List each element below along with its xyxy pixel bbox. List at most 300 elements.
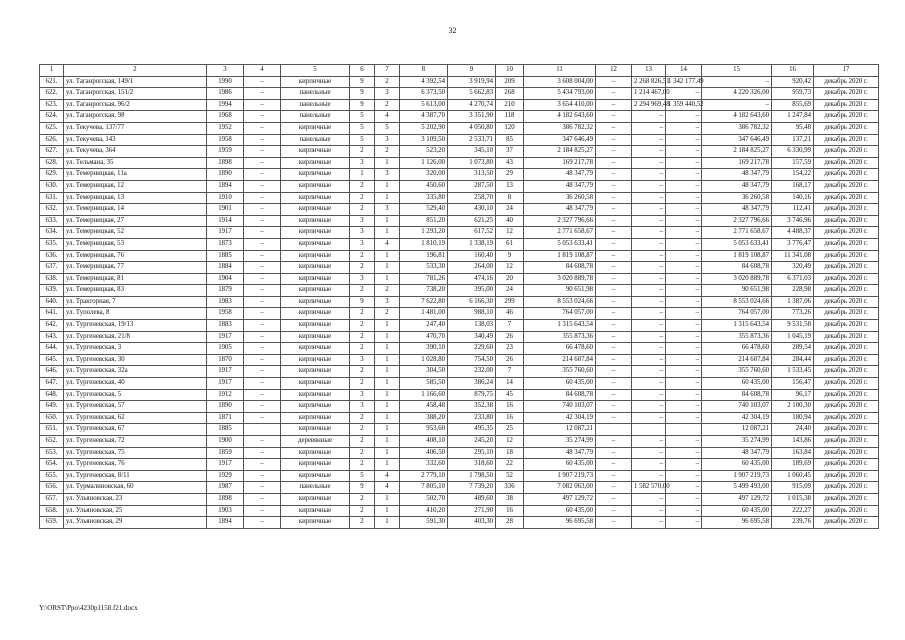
table-cell: 1905 (207, 343, 244, 355)
table-cell: 36 260,58 (524, 192, 596, 204)
table-cell: 740 103,07 (702, 401, 772, 413)
table-cell: 163,84 (772, 447, 814, 459)
table-cell (244, 424, 281, 436)
table-cell: 180,94 (772, 412, 814, 424)
table-cell: – (596, 505, 632, 517)
column-number: 3 (207, 65, 244, 77)
table-cell: – (666, 517, 702, 529)
table-cell: 2 (350, 146, 375, 158)
table-cell: ул. Темерницкая, 27 (64, 215, 207, 227)
table-cell: 90 651,98 (702, 285, 772, 297)
table-cell: 1 (375, 215, 400, 227)
table-cell: – (702, 99, 772, 111)
table-cell: 66 478,60 (702, 343, 772, 355)
table-cell: 118 (496, 111, 524, 123)
table-cell: – (632, 238, 666, 250)
table-row (40, 366, 879, 378)
table-cell: 8 553 024,66 (702, 296, 772, 308)
table-cell: 48 347,79 (702, 169, 772, 181)
table-cell: – (596, 111, 632, 123)
table-row (40, 111, 879, 123)
table-cell: кирпичные (281, 320, 350, 332)
table-cell: – (244, 146, 281, 158)
table-cell: 523,20 (400, 146, 448, 158)
table-cell: 653. (40, 447, 64, 459)
table-cell: 634. (40, 227, 64, 239)
table-cell: 9 (350, 88, 375, 100)
table-cell: 355 760,60 (702, 366, 772, 378)
table-cell: декабрь 2020 г. (814, 99, 879, 111)
table-cell: 112,41 (772, 204, 814, 216)
table-cell: кирпичные (281, 192, 350, 204)
table-cell: 12 (496, 436, 524, 448)
table-row (40, 285, 879, 297)
table-cell: 1904 (207, 273, 244, 285)
table-cell: – (632, 389, 666, 401)
table-cell: 626. (40, 134, 64, 146)
table-cell: – (666, 180, 702, 192)
table-cell: 5 613,00 (400, 99, 448, 111)
table-cell: – (666, 459, 702, 471)
table-cell: 2 (375, 308, 400, 320)
table-cell: 2 (375, 99, 400, 111)
table-cell: – (596, 436, 632, 448)
table-cell: 5 (350, 111, 375, 123)
table-cell: 2 184 825,27 (524, 146, 596, 158)
table-cell: 1958 (207, 308, 244, 320)
table-cell: деревянные (281, 436, 350, 448)
table-row (40, 493, 879, 505)
table-cell: – (244, 389, 281, 401)
table-cell: 1 798,50 (448, 470, 496, 482)
table-cell: декабрь 2020 г. (814, 493, 879, 505)
table-cell: 9 (350, 99, 375, 111)
table-cell: 22 (496, 459, 524, 471)
table-cell: 4 182 643,60 (524, 111, 596, 123)
table-cell: ул. Таганрогская, 96/2 (64, 99, 207, 111)
table-cell: 627. (40, 146, 64, 158)
table-cell: 403,30 (448, 517, 496, 529)
table-cell: 649. (40, 401, 64, 413)
table-cell: 271,90 (448, 505, 496, 517)
table-row (40, 192, 879, 204)
table-cell: – (632, 146, 666, 158)
table-cell: 2 327 796,66 (524, 215, 596, 227)
table-cell: декабрь 2020 г. (814, 308, 879, 320)
table-cell: 458,48 (400, 401, 448, 413)
table-cell: 3 (375, 88, 400, 100)
table-row (40, 447, 879, 459)
table-cell: 140,16 (772, 192, 814, 204)
table-cell: 2 771 658,67 (524, 227, 596, 239)
table-cell: – (666, 273, 702, 285)
table-cell: – (596, 459, 632, 471)
table-cell: – (596, 296, 632, 308)
table-cell: 637. (40, 262, 64, 274)
table-cell: 953,60 (400, 424, 448, 436)
table-cell: панельные (281, 99, 350, 111)
table-cell: – (244, 204, 281, 216)
table-cell: 12 087,21 (524, 424, 596, 436)
table-cell: – (666, 378, 702, 390)
table-cell: 5 202,90 (400, 122, 448, 134)
table-cell: ул. Темерницкая, 13 (64, 192, 207, 204)
table-cell: – (666, 134, 702, 146)
table-cell: ул. Таганрогская, 149/1 (64, 76, 207, 88)
table-cell: ул. Таганрогская, 98 (64, 111, 207, 123)
table-cell: – (666, 169, 702, 181)
table-cell: кирпичные (281, 262, 350, 274)
table-cell: 23 (496, 343, 524, 355)
table-cell: ул. Турмалиновская, 60 (64, 482, 207, 494)
table-cell: 1900 (207, 436, 244, 448)
table-cell: 2 (350, 378, 375, 390)
table-cell: декабрь 2020 г. (814, 122, 879, 134)
table-cell: 386 782,32 (524, 122, 596, 134)
table-cell: 1 (375, 320, 400, 332)
table-cell: декабрь 2020 г. (814, 459, 879, 471)
table-cell: 7 082 063,00 (524, 482, 596, 494)
table-cell: 2 (350, 412, 375, 424)
table-cell: декабрь 2020 г. (814, 204, 879, 216)
table-cell: – (666, 447, 702, 459)
table-cell: декабрь 2020 г. (814, 250, 879, 262)
table-cell: 48 347,79 (524, 169, 596, 181)
table-cell: декабрь 2020 г. (814, 447, 879, 459)
table-cell: – (596, 389, 632, 401)
table-row (40, 482, 879, 494)
table-cell: 1894 (207, 180, 244, 192)
table-cell: 1958 (207, 134, 244, 146)
table-cell: – (666, 296, 702, 308)
table-cell: 533,30 (400, 262, 448, 274)
table-cell: 11 341,08 (772, 250, 814, 262)
table-cell: 1 (375, 366, 400, 378)
table-cell: 48 347,79 (702, 204, 772, 216)
table-cell: 295,10 (448, 447, 496, 459)
table-cell: декабрь 2020 г. (814, 354, 879, 366)
table-row (40, 331, 879, 343)
table-cell: 1959 (207, 146, 244, 158)
table-row (40, 424, 879, 436)
table-cell: – (596, 470, 632, 482)
table-cell: 3 (350, 227, 375, 239)
table-cell: 7 (496, 366, 524, 378)
table-cell: 622. (40, 88, 64, 100)
table-cell: – (596, 146, 632, 158)
table-cell: ул. Тракторная, 7 (64, 296, 207, 308)
table-cell: 3 608 004,00 (524, 76, 596, 88)
table-cell: 1 (375, 331, 400, 343)
table-cell: декабрь 2020 г. (814, 378, 879, 390)
table-cell: декабрь 2020 г. (814, 412, 879, 424)
table-cell: ул. Тельмана, 35 (64, 157, 207, 169)
table-cell: 764 057,00 (702, 308, 772, 320)
table-cell: 2 (350, 180, 375, 192)
table-cell: – (596, 238, 632, 250)
column-number: 11 (524, 65, 596, 77)
table-cell: – (632, 517, 666, 529)
table-cell: 495,35 (448, 424, 496, 436)
table-cell: – (244, 354, 281, 366)
table-cell: 2 (375, 285, 400, 297)
table-cell: 137,21 (772, 134, 814, 146)
table-cell: 655. (40, 470, 64, 482)
table-row (40, 227, 879, 239)
table-cell: – (632, 320, 666, 332)
table-cell: 95,48 (772, 122, 814, 134)
table-cell: ул. Текучева, 137/77 (64, 122, 207, 134)
column-number: 1 (40, 65, 64, 77)
table-cell: 659. (40, 517, 64, 529)
table-cell: 60 435,00 (524, 505, 596, 517)
table-cell: 643. (40, 331, 64, 343)
table-cell: 2 (350, 459, 375, 471)
table-cell: декабрь 2020 г. (814, 157, 879, 169)
table-cell: 2 (350, 192, 375, 204)
table-cell: – (596, 401, 632, 413)
table-cell: – (596, 273, 632, 285)
table-cell: 287,50 (448, 180, 496, 192)
table-row (40, 470, 879, 482)
column-number: 14 (666, 65, 702, 77)
table-cell: 84 608,78 (524, 389, 596, 401)
table-cell: 1990 (207, 76, 244, 88)
table-cell: 1 (375, 273, 400, 285)
table-cell: 635. (40, 238, 64, 250)
table-cell: 38 (496, 493, 524, 505)
table-cell: 5 662,83 (448, 88, 496, 100)
table-cell: панельные (281, 111, 350, 123)
table-cell: 7 622,80 (400, 296, 448, 308)
table-cell: – (632, 412, 666, 424)
table-cell: 222,27 (772, 505, 814, 517)
table-cell: 43 (496, 157, 524, 169)
table-cell: – (666, 412, 702, 424)
table-cell: 617,52 (448, 227, 496, 239)
table-cell: 1 481,00 (400, 308, 448, 320)
table-cell: 332,60 (400, 459, 448, 471)
table-cell: 1 338,19 (448, 238, 496, 250)
table-cell: 633. (40, 215, 64, 227)
table-cell: 228,98 (772, 285, 814, 297)
table-cell: кирпичные (281, 227, 350, 239)
table-cell: – (666, 470, 702, 482)
table-cell: 355 873,36 (702, 331, 772, 343)
table-cell: – (632, 262, 666, 274)
column-number: 8 (400, 65, 448, 77)
table-cell: – (244, 76, 281, 88)
table-cell: – (596, 192, 632, 204)
table-cell: 3 (375, 134, 400, 146)
table-cell: 1 359 440,52 (666, 99, 702, 111)
table-cell: – (666, 482, 702, 494)
table-cell: 40 (496, 215, 524, 227)
table-cell: 1 (375, 493, 400, 505)
table-cell: 1 (375, 250, 400, 262)
table-cell: кирпичные (281, 366, 350, 378)
table-cell: кирпичные (281, 285, 350, 297)
table-cell: 1 819 108,87 (524, 250, 596, 262)
table-cell: – (244, 320, 281, 332)
table-cell: – (632, 447, 666, 459)
table-cell: – (244, 366, 281, 378)
table-cell: 3 (350, 157, 375, 169)
table-cell: ул. Ульяновская, 23 (64, 493, 207, 505)
table-cell: 61 (496, 238, 524, 250)
table-cell: 1917 (207, 378, 244, 390)
table-cell: 920,42 (772, 76, 814, 88)
table-cell: 738,20 (400, 285, 448, 297)
table-cell: – (632, 505, 666, 517)
table-cell: кирпичные (281, 517, 350, 529)
column-number: 7 (375, 65, 400, 77)
table-cell: 1968 (207, 111, 244, 123)
table-cell: 12 (496, 262, 524, 274)
table-cell: 1 073,80 (448, 157, 496, 169)
table-cell: 1 (375, 447, 400, 459)
table-cell: декабрь 2020 г. (814, 227, 879, 239)
table-cell: – (632, 122, 666, 134)
table-cell: 214 607,84 (524, 354, 596, 366)
table-cell: ул. Тургеневская, 5 (64, 389, 207, 401)
column-number: 12 (596, 65, 632, 77)
table-cell: 36 260,58 (702, 192, 772, 204)
table-cell: кирпичные (281, 331, 350, 343)
table-cell: – (596, 204, 632, 216)
table-cell: 4 (375, 482, 400, 494)
table-cell: – (666, 88, 702, 100)
table-cell: 648. (40, 389, 64, 401)
table-cell: – (596, 331, 632, 343)
table-cell: 646. (40, 366, 64, 378)
table-cell: 3 (350, 389, 375, 401)
table-cell: – (702, 76, 772, 88)
table-cell: 5 053 633,41 (702, 238, 772, 250)
table-cell: 621,25 (448, 215, 496, 227)
table-cell: 3 (375, 296, 400, 308)
table-cell: 591,30 (400, 517, 448, 529)
table-cell: кирпичные (281, 238, 350, 250)
table-cell: 2 (375, 146, 400, 158)
table-cell: 90 651,98 (524, 285, 596, 297)
table-cell: 3 (375, 169, 400, 181)
table-cell: кирпичные (281, 122, 350, 134)
table-cell: 48 347,79 (524, 447, 596, 459)
table-cell: – (596, 412, 632, 424)
table-cell: 470,70 (400, 331, 448, 343)
table-cell: – (632, 296, 666, 308)
table-cell: 1 (375, 412, 400, 424)
table-cell: 5 (375, 122, 400, 134)
table-cell: ул. Таганрогская, 151/2 (64, 88, 207, 100)
table-cell: 410,20 (400, 505, 448, 517)
table-cell: 2 (350, 331, 375, 343)
table-cell: 26 (496, 354, 524, 366)
table-cell: 1884 (207, 262, 244, 274)
table-cell: 3 (350, 401, 375, 413)
table-cell: 6 166,30 (448, 296, 496, 308)
table-cell: 9 (496, 250, 524, 262)
table-cell: 8 553 024,66 (524, 296, 596, 308)
table-cell: 623. (40, 99, 64, 111)
table-cell: – (596, 76, 632, 88)
table-cell: 388,20 (400, 412, 448, 424)
table-cell: 1 (350, 169, 375, 181)
table-cell: – (596, 134, 632, 146)
table-cell: декабрь 2020 г. (814, 424, 879, 436)
table-cell: – (244, 134, 281, 146)
table-cell: – (244, 169, 281, 181)
table-cell: кирпичные (281, 412, 350, 424)
table-cell: – (632, 331, 666, 343)
table-cell: 3 109,50 (400, 134, 448, 146)
table-cell: 5 053 633,41 (524, 238, 596, 250)
table-cell: 5 (350, 470, 375, 482)
table-row (40, 157, 879, 169)
table-cell: – (632, 157, 666, 169)
table-cell: 12 (496, 227, 524, 239)
table-cell: 35 274,99 (702, 436, 772, 448)
table-cell: 320,00 (400, 169, 448, 181)
table-cell: 450,60 (400, 180, 448, 192)
table-cell: 2 100,30 (772, 401, 814, 413)
table-cell: 13 (496, 180, 524, 192)
table-cell: 855,69 (772, 99, 814, 111)
table-cell: 48 347,79 (702, 447, 772, 459)
table-cell: ул. Ульяновская, 29 (64, 517, 207, 529)
table-cell: 1 028,80 (400, 354, 448, 366)
table-cell: 638. (40, 273, 64, 285)
table-cell: – (596, 250, 632, 262)
table-cell: 959,73 (772, 88, 814, 100)
table-cell: ул. Темерницкая, 83 (64, 285, 207, 297)
table-cell: 347 646,49 (524, 134, 596, 146)
table-cell: ул. Темерницкая, 77 (64, 262, 207, 274)
table-row (40, 401, 879, 413)
table-cell: 9 (350, 296, 375, 308)
table-cell: 1 (375, 343, 400, 355)
table-cell: декабрь 2020 г. (814, 262, 879, 274)
table-cell: – (666, 157, 702, 169)
table-cell: панельные (281, 134, 350, 146)
table-cell: декабрь 2020 г. (814, 482, 879, 494)
table-cell: 345,10 (448, 146, 496, 158)
table-cell: 60 435,00 (702, 505, 772, 517)
table-cell: – (244, 250, 281, 262)
table-cell: ул. Темерницкая, 53 (64, 238, 207, 250)
table-cell: – (632, 343, 666, 355)
table-cell: – (666, 192, 702, 204)
table-cell: 7 739,20 (448, 482, 496, 494)
table-cell: 24 (496, 204, 524, 216)
table-cell: – (596, 447, 632, 459)
table-cell: 4 270,74 (448, 99, 496, 111)
table-cell: кирпичные (281, 308, 350, 320)
table-cell: 1914 (207, 215, 244, 227)
table-cell: кирпичные (281, 447, 350, 459)
table-cell: ул. Темерницкая, 81 (64, 273, 207, 285)
table-cell: – (666, 238, 702, 250)
column-number: 10 (496, 65, 524, 77)
table-cell: – (596, 517, 632, 529)
table-cell: 1 (375, 459, 400, 471)
table-cell: 1 166,60 (400, 389, 448, 401)
table-cell: 497 129,72 (702, 493, 772, 505)
table-cell: – (596, 285, 632, 297)
table-cell: – (244, 262, 281, 274)
table-cell: 28 (496, 517, 524, 529)
